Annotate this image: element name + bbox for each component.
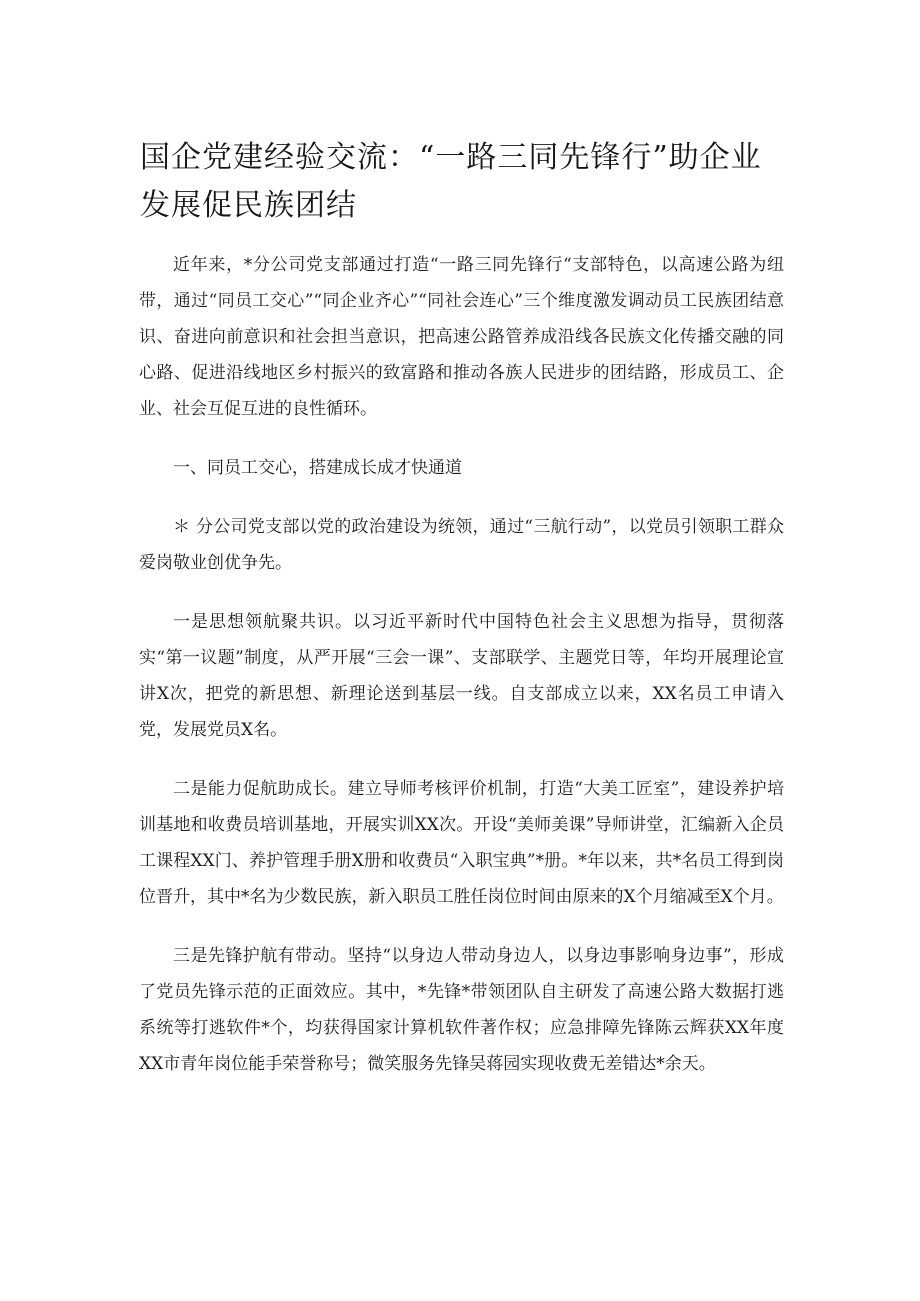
paragraph-point-2: 二是能力促航助成长。建立导师考核评价机制，打造“大美工匠室”，建设养护培训基地和收费员培训基地，开展实训XX次。开设“美师美课”导师讲堂，汇编新入企员工课程XX门、养护管理手册X册和收费员“入职宝典”*册。*年以来，共*名员工得到岗位晋升，其中*名为少数民族，新入职员工胜任岗位时间由原来的X个月缩减至X个月。: [139, 779, 784, 907]
paragraph-intro: 近年来，*分公司党支部通过打造“一路三同先锋行“支部特色，以高速公路为纽带，通过“同员工交心”“同企业齐心”“同社会连心”三个维度激发调动员工民族团结意识、奋进向前意识和社会担当意识，把高速公路管养成沿线各民族文化传播交融的同心路、促进沿线地区乡村振兴的致富路和推动各族人民进步的团结路，形成员工、企业、社会互促互进的良性循环。: [139, 255, 784, 419]
document-body: [139, 247, 784, 1105]
document-title: 国企党建经验交流：“一路三同先锋行”助企业发展促民族团结: [140, 140, 762, 223]
paragraph-section-intro: ＊ 分公司党支部以党的政治建设为统领，通过“三航行动”，以党员引领职工群众爱岗敬业创优争先。: [139, 517, 784, 573]
paragraph-point-3: 三是先锋护航有带动。坚持“以身边人带动身边人，以身边事影响身边事”，形成了党员先锋示范的正面效应。其中，*先锋*带领团队自主研发了高速公路大数据打逃系统等打逃软件*个，均获得国家计算机软件著作权；应急排障先锋陈云辉获XX年度XX市青年岗位能手荣誉称号；微笑服务先锋吴蒋园实现收费无差错达*余天。: [139, 946, 784, 1074]
section-heading-1: 一、同员工交心，搭建成长成才快通道: [173, 458, 462, 478]
paragraph-point-1: 一是思想领航聚共识。以习近平新时代中国特色社会主义思想为指导，贯彻落实“第一议题”制度，从严开展“三会一课”、支部联学、主题党日等，年均开展理论宣讲X次，把党的新思想、新理论送到基层一线。自支部成立以来，XX名员工申请入党，发展党员X名。: [139, 612, 784, 740]
